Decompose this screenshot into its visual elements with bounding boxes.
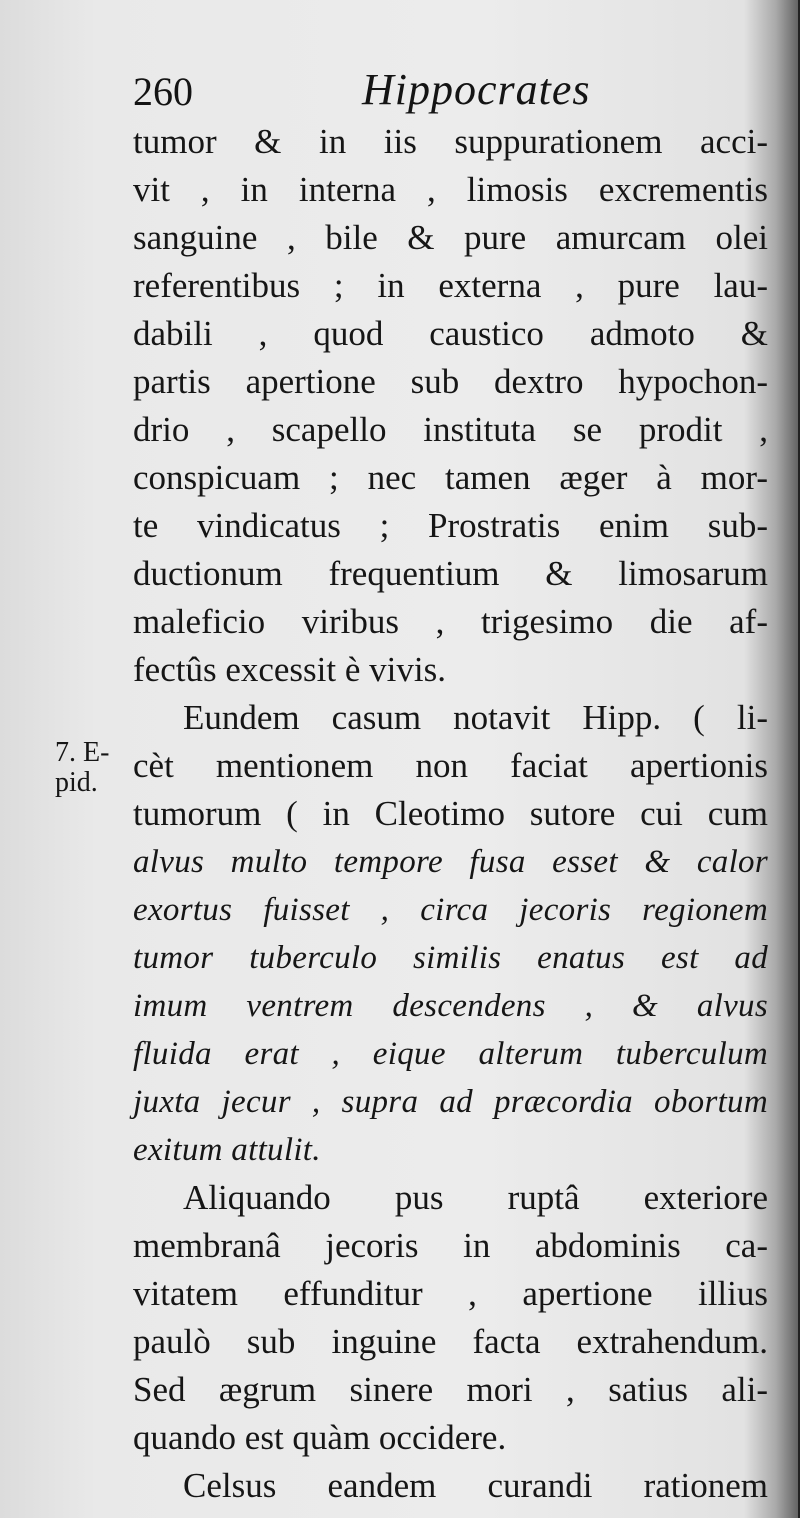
italic-quotation-line: fluida erat , eique alterum tuberculum xyxy=(133,1036,768,1072)
text-line: te vindicatus ; Prostratis enim sub- xyxy=(133,506,768,545)
paragraph-start-line: Celsus eandem curandi rationem xyxy=(183,1466,768,1505)
text-line: cèt mentionem non faciat apertionis xyxy=(133,746,768,785)
text-line: vit , in interna , limosis excrementis xyxy=(133,170,768,209)
text-line: Sed ægrum sinere mori , satius ali- xyxy=(133,1370,768,1409)
italic-quotation-line: exitum attulit. xyxy=(133,1132,321,1168)
italic-quotation-line: tumor tuberculo similis enatus est ad xyxy=(133,940,768,976)
text-line: referentibus ; in externa , pure lau- xyxy=(133,266,768,305)
running-title: Hippocrates xyxy=(362,65,591,114)
page-number: 260 xyxy=(133,69,193,114)
text-line: membranâ jecoris in abdominis ca- xyxy=(133,1226,768,1265)
text-line: fectûs excessit è vivis. xyxy=(133,650,446,689)
italic-quotation-line: exortus fuisset , circa jecoris regionem xyxy=(133,892,768,928)
italic-quotation-line: alvus multo tempore fusa esset & calor xyxy=(133,844,768,880)
text-line: paulò sub inguine facta extrahendum. xyxy=(133,1322,768,1361)
paragraph-start-line: Aliquando pus ruptâ exteriore xyxy=(183,1178,768,1217)
italic-quotation-line: juxta jecur , supra ad præcordia obortum xyxy=(133,1084,768,1120)
text-line: maleficio viribus , trigesimo die af- xyxy=(133,602,768,641)
margin-note-line: pid. xyxy=(55,767,98,798)
text-line: tumor & in iis suppurationem acci- xyxy=(133,122,768,161)
page-header xyxy=(0,65,800,120)
margin-note xyxy=(55,738,109,798)
text-line: conspicuam ; nec tamen æger à mor- xyxy=(133,458,768,497)
text-line: ductionum frequentium & limosarum xyxy=(133,554,768,593)
text-line: sanguine , bile & pure amurcam olei xyxy=(133,218,768,257)
text-line: quando est quàm occidere. xyxy=(133,1418,507,1457)
text-body xyxy=(133,118,768,1510)
text-line: vitatem effunditur , apertione illius xyxy=(133,1274,768,1313)
text-line-quotation-start: tumorum ( in Cleotimo sutore cui cum xyxy=(133,794,768,833)
text-line: dabili , quod caustico admoto & xyxy=(133,314,768,353)
paragraph-start-line: Eundem casum notavit Hipp. ( li- xyxy=(183,698,768,737)
text-line: drio , scapello instituta se prodit , xyxy=(133,410,768,449)
italic-quotation-line: imum ventrem descendens , & alvus xyxy=(133,988,768,1024)
text-line: partis apertione sub dextro hypochon- xyxy=(133,362,768,401)
margin-note-line: 7. E- xyxy=(55,737,110,768)
